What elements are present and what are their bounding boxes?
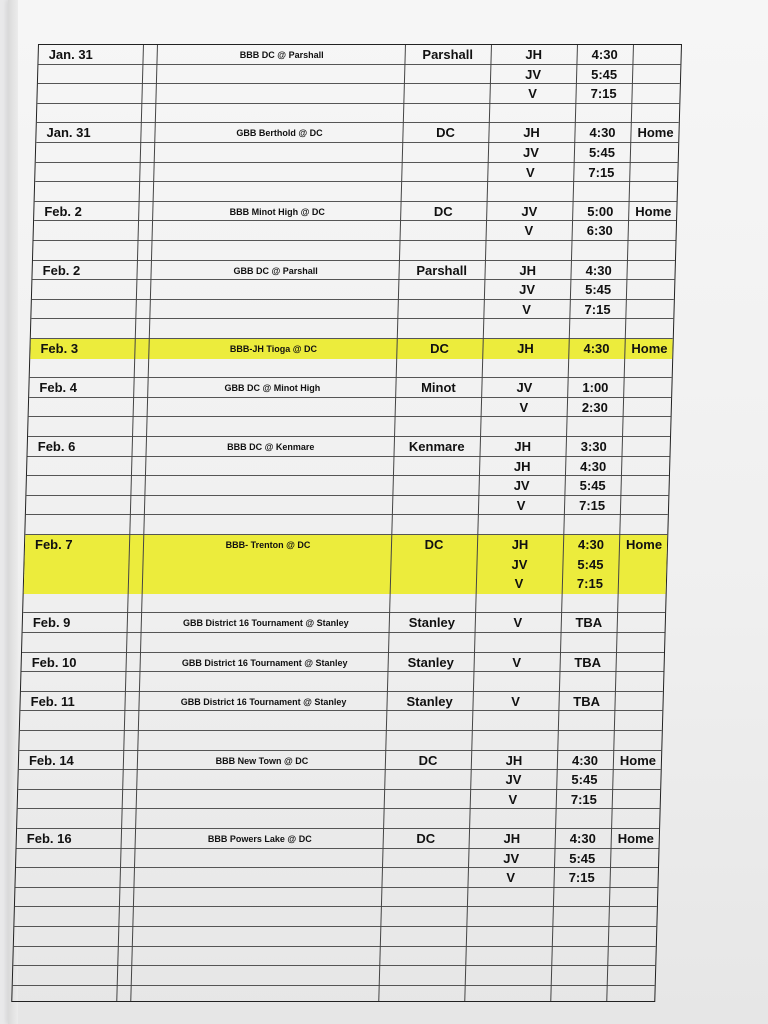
game-date: Feb. 16 <box>26 831 72 847</box>
game-time: 4:30 <box>577 537 605 553</box>
team-level: JH <box>519 262 536 278</box>
game-date: Feb. 4 <box>39 380 77 396</box>
grid-row <box>13 966 656 986</box>
grid-row <box>37 104 680 124</box>
team-level: JV <box>503 850 520 866</box>
team-level: V <box>526 164 535 180</box>
game-time: 4:30 <box>589 125 616 141</box>
home-note: Home <box>617 831 654 847</box>
team-level: V <box>522 302 531 318</box>
grid-row <box>19 731 662 751</box>
grid-row <box>28 417 671 437</box>
grid-row <box>14 907 657 927</box>
grid-row <box>33 241 676 261</box>
schedule-table <box>11 44 682 1002</box>
game-location: DC <box>430 341 449 357</box>
game-time: 7:15 <box>584 302 611 318</box>
game-time: 5:45 <box>577 556 604 572</box>
game-location: Parshall <box>416 262 467 278</box>
game-event: GBB District 16 Tournament @ Stanley <box>181 657 348 668</box>
grid-row <box>35 182 678 202</box>
team-level: JV <box>516 380 533 396</box>
game-location: Parshall <box>422 47 473 63</box>
team-level: JV <box>521 204 538 220</box>
grid-row <box>22 633 665 653</box>
game-time: 4:30 <box>569 831 596 847</box>
game-time: 7:15 <box>568 870 595 886</box>
game-time: 7:15 <box>576 576 603 592</box>
game-date: Feb. 3 <box>40 341 79 357</box>
game-time: 5:45 <box>569 850 596 866</box>
game-time: 5:45 <box>585 282 612 298</box>
game-time: TBA <box>573 694 600 710</box>
game-time: 5:00 <box>587 204 614 220</box>
game-time: 3:30 <box>580 439 607 455</box>
team-level: V <box>514 576 524 592</box>
game-time: 4:30 <box>571 752 599 768</box>
team-level: V <box>528 86 537 102</box>
game-event: GBB District 16 Tournament @ Stanley <box>180 696 347 707</box>
home-note: Home <box>625 537 663 553</box>
team-level: V <box>524 223 534 239</box>
game-time: 4:30 <box>591 47 618 63</box>
team-level: JH <box>514 439 532 455</box>
grid-row <box>20 711 663 731</box>
game-date: Feb. 2 <box>42 262 81 278</box>
game-time: 2:30 <box>581 400 608 416</box>
grid-row <box>17 809 660 829</box>
team-level: V <box>519 400 529 416</box>
game-time: 7:15 <box>588 164 615 180</box>
team-level: JH <box>503 831 521 847</box>
game-event: BBB-JH Tioga @ DC <box>229 343 318 354</box>
game-location: DC <box>418 752 438 768</box>
team-level: V <box>513 615 523 631</box>
team-level: JV <box>505 772 522 788</box>
game-time: 5:45 <box>588 145 615 161</box>
team-level: JH <box>525 47 543 63</box>
team-level: JV <box>523 145 539 161</box>
game-date: Feb. 2 <box>44 204 82 220</box>
game-event: BBB- Trenton @ DC <box>225 539 311 550</box>
game-location: Kenmare <box>408 439 465 455</box>
grid-row <box>30 359 673 379</box>
game-date: Feb. 10 <box>31 654 77 670</box>
game-event: BBB DC @ Parshall <box>239 49 324 60</box>
game-event: GBB DC @ Parshall <box>233 265 318 276</box>
game-time: 7:15 <box>590 86 617 102</box>
game-date: Feb. 7 <box>35 537 73 553</box>
game-time: 1:00 <box>582 380 609 396</box>
team-level: JH <box>513 458 531 474</box>
grid-row <box>14 927 657 947</box>
home-note: Home <box>635 204 672 220</box>
game-date: Feb. 9 <box>32 615 71 631</box>
home-note: Home <box>637 125 674 141</box>
game-location: Stanley <box>407 654 454 670</box>
grid-row <box>12 986 655 1002</box>
team-level: V <box>511 694 520 710</box>
game-location: Stanley <box>408 615 455 631</box>
game-date: Jan. 31 <box>46 125 91 141</box>
game-time: 4:30 <box>585 262 612 278</box>
grid-row <box>23 594 666 614</box>
team-level: JV <box>513 478 530 494</box>
team-level: JH <box>511 537 529 553</box>
game-time: TBA <box>574 654 602 670</box>
team-level: V <box>508 792 518 808</box>
game-time: TBA <box>575 615 603 631</box>
game-location: DC <box>424 537 444 553</box>
game-event: BBB New Town @ DC <box>215 755 309 766</box>
game-date: Feb. 6 <box>37 439 76 455</box>
home-note: Home <box>619 752 657 768</box>
team-level: V <box>506 870 516 886</box>
team-level: JH <box>505 752 523 768</box>
game-location: DC <box>416 831 436 847</box>
game-location: Minot <box>421 380 456 396</box>
game-event: BBB DC @ Kenmare <box>227 441 315 452</box>
game-time: 6:30 <box>586 223 613 239</box>
game-time: 4:30 <box>583 341 610 357</box>
team-level: V <box>512 654 522 670</box>
game-time: 5:45 <box>571 772 598 788</box>
grid-row <box>15 888 658 908</box>
team-level: JV <box>525 66 542 82</box>
game-time: 7:15 <box>579 498 606 514</box>
game-location: Stanley <box>406 694 453 710</box>
grid-row <box>13 947 656 967</box>
game-date: Feb. 11 <box>30 694 75 710</box>
game-location: DC <box>433 204 453 220</box>
home-note: Home <box>631 341 668 357</box>
game-time: 5:45 <box>579 478 606 494</box>
grid-row <box>21 672 664 692</box>
game-time: 7:15 <box>570 792 597 808</box>
game-event: BBB Minot High @ DC <box>229 206 325 217</box>
game-date: Feb. 14 <box>28 752 74 768</box>
team-level: JV <box>511 556 528 572</box>
game-date: Jan. 31 <box>48 47 93 63</box>
game-event: GBB DC @ Minot High <box>224 382 321 393</box>
game-time: 4:30 <box>580 458 607 474</box>
game-location: DC <box>436 125 455 141</box>
game-time: 5:45 <box>591 66 618 82</box>
game-event: BBB Powers Lake @ DC <box>207 833 312 844</box>
game-event: GBB District 16 Tournament @ Stanley <box>182 618 349 629</box>
grid-row <box>25 515 668 535</box>
team-level: JH <box>517 341 534 357</box>
grid-row <box>31 319 674 339</box>
team-level: V <box>516 498 526 514</box>
game-event: GBB Berthold @ DC <box>236 128 323 139</box>
team-level: JV <box>519 282 536 298</box>
team-level: JH <box>523 125 540 141</box>
